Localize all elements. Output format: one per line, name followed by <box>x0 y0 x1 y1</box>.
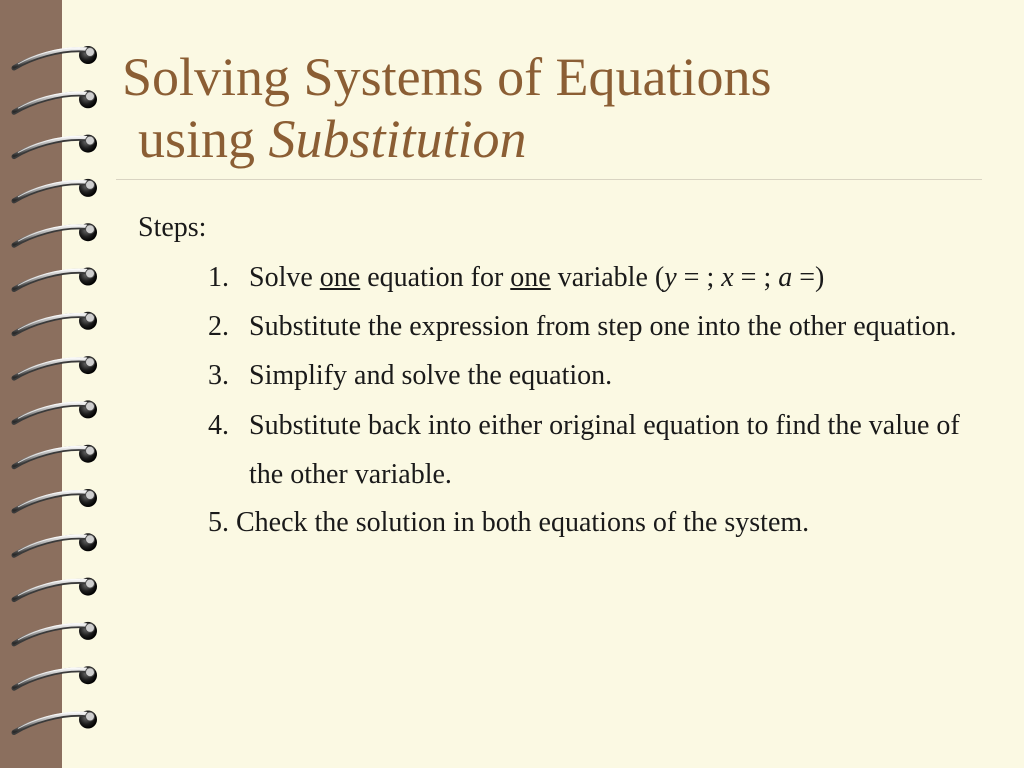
step-text: Check the solution in both equations of the system. <box>236 507 810 538</box>
spiral-ring-icon <box>14 445 97 467</box>
spiral-ring-icon <box>14 578 97 600</box>
variable-y: y <box>664 262 677 293</box>
spiral-ring-icon <box>14 533 97 555</box>
spiral-ring-icon <box>14 711 97 733</box>
step-1-text: = ; <box>676 262 722 293</box>
spiral-ring-icon <box>14 356 97 378</box>
title-line-2 <box>122 108 772 170</box>
step-item-2 <box>138 307 998 347</box>
spiral-ring-icon <box>14 489 97 511</box>
spiral-ring-icon <box>14 90 97 112</box>
step-1-text: =) <box>792 262 825 293</box>
spiral-ring-icon <box>14 312 97 334</box>
step-text: Simplify and solve the equation. <box>249 360 613 391</box>
step-1-text: equation for <box>360 262 511 293</box>
spiral-ring-icon <box>14 46 97 68</box>
steps-list <box>138 258 998 547</box>
step-number: 5. <box>208 507 229 538</box>
title-divider <box>116 179 982 180</box>
step-1-text: = ; <box>733 262 779 293</box>
title-prefix: using <box>138 109 256 169</box>
spiral-ring-icon <box>14 622 97 644</box>
step-text: Substitute the expression from step one into the other equation. <box>249 311 957 342</box>
spiral-binding-icon <box>0 0 120 768</box>
spiral-ring-icon <box>14 400 97 422</box>
spiral-ring-icon <box>14 135 97 157</box>
title-line-1: Solving Systems of Equations <box>122 47 772 107</box>
step-item-5 <box>138 499 998 547</box>
step-1-text: Solve <box>249 262 320 293</box>
step-1-underlined-one: one <box>510 262 551 293</box>
step-item-1 <box>138 258 998 298</box>
slide-body <box>138 208 998 556</box>
slide-title <box>122 46 772 170</box>
spiral-ring-icon <box>14 268 97 290</box>
step-number: 2. <box>208 311 229 342</box>
step-number: 1. <box>208 262 229 293</box>
step-1-text: variable ( <box>550 262 665 293</box>
step-text: Substitute back into either original equation to find the value of the other variable. <box>249 410 960 490</box>
step-number: 4. <box>208 410 229 441</box>
variable-a: a <box>778 262 793 293</box>
variable-x: x <box>721 262 734 293</box>
step-item-4 <box>138 401 998 499</box>
step-number: 3. <box>208 360 229 391</box>
title-emphasis: Substitution <box>268 109 527 169</box>
spiral-ring-icon <box>14 223 97 245</box>
step-1-underlined-one: one <box>319 262 361 293</box>
spiral-ring-icon <box>14 666 97 688</box>
spiral-ring-icon <box>14 179 97 201</box>
steps-heading: Steps: <box>138 212 207 243</box>
step-item-3 <box>138 356 998 396</box>
